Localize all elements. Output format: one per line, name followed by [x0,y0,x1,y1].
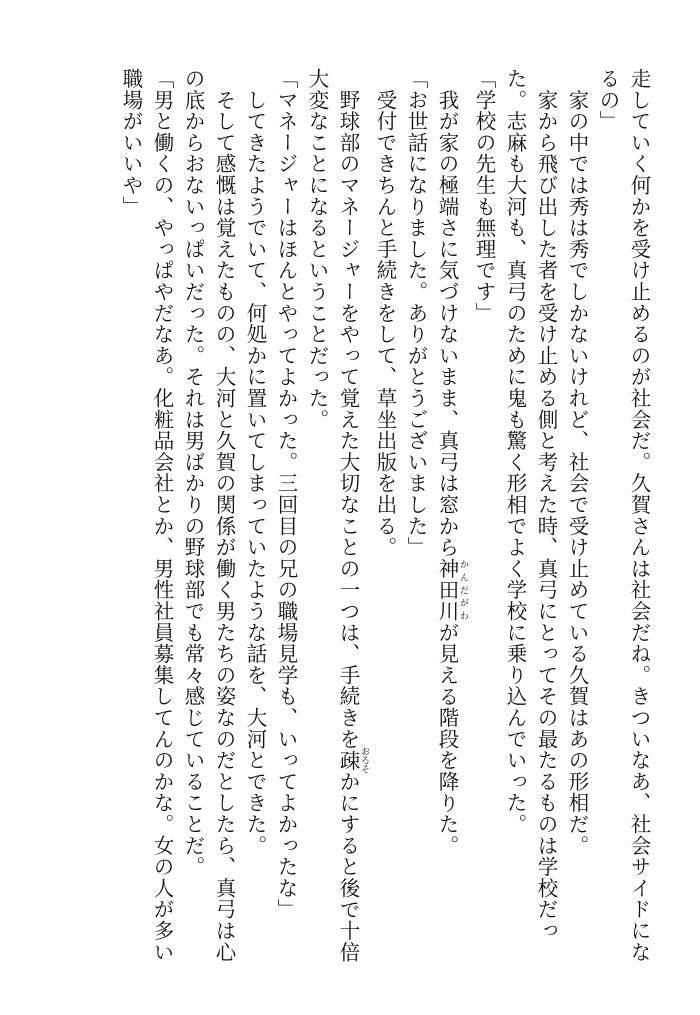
ruby-kandagawa-base: 神田川 [435,557,459,622]
text-line-15: の底からおないっぱいだった。それは男ばかりの野球部でも常々感じていることだ。 [181,68,205,878]
text-line-7-tail: が見える階段を降りた。 [435,621,459,857]
text-line-14: そして感慨は覚えたものの、大河と久賀の関係が働く男たちの姿なのだとしたら、真弓は心 [212,68,236,963]
text-line-9: 受付できちんと手続きをして、草坐出版を出る。 [373,68,397,558]
text-line-10 [332,68,369,963]
ruby-kandagawa-reading: かんだがわ [458,557,468,622]
text-line-7 [431,68,468,958]
ruby-oroso-reading: おろそ [359,746,369,774]
text-line-3: 家の中では秀は秀でしかないけれど、社会で受け止めている久賀はあの形相だ。 [565,68,589,857]
text-line-16: 「男と働くの、やっぱやだなあ。化粧品会社とか、男性社員募集してんのかな。女の人が多い [150,68,174,963]
text-line-5: た。志麻も大河も、真弓のために鬼も驚く形相でよく学校に乗り込んでいった。 [503,68,527,835]
ruby-kandagawa [435,557,468,622]
text-line-10-tail: かにすると後で十倍 [336,770,360,963]
vertical-text-block [115,68,654,963]
text-line-13: してきたようでいて、何処かに置いてしまっていたような話を、大河とできた。 [243,68,267,857]
text-line-10-lead: 野球部のマネージャーをやって覚えた大切なことの一つは、手続きを [336,68,360,750]
ruby-oroso-base: 疎 [336,746,360,774]
text-line-17: 職場がいいや」 [119,68,143,218]
text-line-12: 「マネージャーはほんとやってよかった。三回目の兄の職場見学も、いってよかったな」 [274,68,298,920]
text-line-11: 大変なことになるということだった。 [305,68,329,431]
text-line-4: 家から飛び出した者を受け止める側と考えた時、真弓にとってその最たるものは学校だっ [534,68,558,942]
text-line-8: 「お世話になりました。ありがとうございました」 [404,68,428,558]
text-line-6: 「学校の先生も無理です」 [472,68,496,324]
text-line-1: 走していく何かを受け止めるのが社会だ。久賀さんは社会だね。きついなあ、社会サイドにな [627,68,651,963]
text-line-2: るの」 [596,68,620,132]
ruby-oroso [336,746,369,774]
text-line-7-lead: 我が家の極端さに気づけないまま、真弓は窓から [435,68,459,558]
